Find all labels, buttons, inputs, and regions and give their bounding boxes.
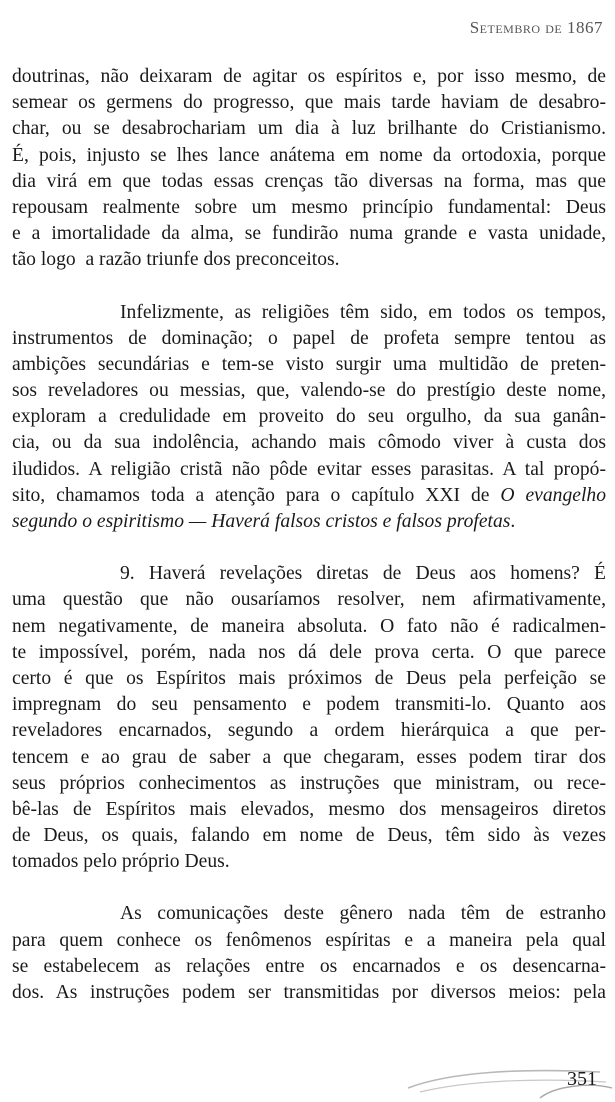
text-body: [12, 64, 606, 1006]
text-line: instrumentos de dominação; o papel de profeta sempre tentou as: [12, 327, 606, 349]
text-line: para quem conhece os fenômenos espíritas e a maneira pela qual: [12, 929, 606, 951]
running-head: Setembro de 1867: [469, 18, 603, 37]
text-line: exploram a credulidade em proveito do seu orgulho, da sua ganân-: [12, 406, 606, 428]
paragraph-gap: [12, 274, 606, 300]
text-line: certo é que os Espíritos mais próximos de Deus pela perfeição se: [12, 667, 606, 689]
page-footer: [0, 1058, 615, 1102]
text-segment: .: [510, 511, 516, 532]
text-line: semear os germens do progresso, que mais tarde haviam de desabro-: [12, 92, 606, 114]
text-line: de Deus, os quais, falando em nome de Deus, têm sido às vezes: [12, 825, 606, 847]
paragraph-gap: [12, 535, 606, 561]
text-line: dia virá em que todas essas crenças tão diversas na forma, mas que: [12, 170, 606, 192]
text-line: tão logo a razão triunfe dos preconceitos.: [12, 249, 340, 271]
text-line: 9. Haverá revelações diretas de Deus aos homens? É: [120, 563, 606, 585]
text-line: e a imortalidade da alma, se fundirão numa grande e vasta unidade,: [12, 223, 606, 245]
text-line: te impossível, porém, nada nos dá dele prova certa. O que parece: [12, 641, 606, 663]
text-line: É, pois, injusto se lhes lance anátema em nome da ortodoxia, porque: [12, 144, 606, 166]
paragraph-gap: [12, 875, 606, 901]
text-line: dos. As instruções podem ser transmitidas por diversos meios: pela: [12, 982, 606, 1003]
text-line: doutrinas, não deixaram de agitar os espíritos e, por isso mesmo, de: [12, 66, 606, 87]
text-line: char, ou se desabrochariam um dia à luz brilhante do Cristianismo.: [12, 118, 606, 140]
text-line: [12, 483, 606, 509]
text-line: sos reveladores ou messias, que, valendo-se do prestígio deste nome,: [12, 380, 606, 402]
paragraph-1: [12, 64, 606, 274]
book-title-italic: O evangelho: [500, 484, 606, 506]
text-line: tencem e ao grau de saber a que chegaram, esses podem tirar dos: [12, 746, 606, 768]
paragraph-3: [12, 561, 606, 875]
chapter-title-italic: segundo o espiritismo — Haverá falsos cristos e falsos profetas: [12, 511, 511, 532]
text-line: As comunicações deste gênero nada têm de estranho: [120, 903, 606, 925]
text-line: nem negativamente, de maneira absoluta. O fato não é radicalmen-: [12, 615, 606, 637]
text-line: bê-las de Espíritos mais elevados, mesmo dos mensageiros diretos: [12, 798, 606, 820]
footer-swoosh-ornament: [0, 1058, 615, 1102]
text-line: cia, ou da sua indolência, achando mais cômodo viver à custa dos: [12, 432, 606, 454]
paragraph-4: [12, 901, 606, 1006]
text-line: Infelizmente, as religiões têm sido, em todos os tempos,: [120, 301, 606, 323]
text-line: ambições secundárias e tem-se visto surgir uma multidão de preten-: [12, 353, 606, 375]
text-line: impregnam do seu pensamento e podem transmiti-lo. Quanto aos: [12, 694, 606, 716]
text-line: uma questão que não ousaríamos resolver, nem afirmativamente,: [12, 589, 606, 611]
text-line: seus próprios conhecimentos as instruções que ministram, ou rece-: [12, 772, 606, 794]
text-line: iludidos. A religião cristã não pôde evitar esses parasitas. A tal propó-: [12, 458, 606, 480]
text-segment: sito, chamamos toda a atenção para o capítulo XXI de: [12, 484, 501, 506]
text-line: se estabelecem as relações entre os encarnados e os desencarna-: [12, 955, 606, 977]
text-line: repousam realmente sobre um mesmo princípio fundamental: Deus: [12, 196, 606, 218]
text-line: reveladores encarnados, segundo a ordem hierárquica a que per-: [12, 720, 606, 742]
text-line: tomados pelo próprio Deus.: [12, 851, 230, 873]
paragraph-2: [12, 300, 606, 536]
text-line: [12, 509, 606, 535]
page-number: 351: [567, 1068, 597, 1090]
